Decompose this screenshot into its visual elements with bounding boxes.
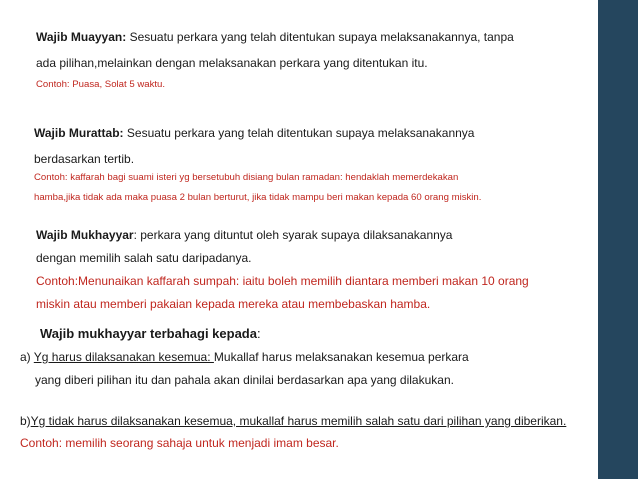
mukhayyar-line-2: dengan memilih salah satu daripadanya. xyxy=(36,251,252,265)
division-heading-text: Wajib mukhayyar terbahagi kepada xyxy=(40,326,257,341)
mukhayyar-definition: : perkara yang dituntut oleh syarak supaya dilaksanakannya xyxy=(133,228,453,242)
murattab-term: Wajib Murattab: xyxy=(34,126,124,140)
item-b-underlined: Yg tidak harus dilaksanakan kesemua, mukallaf harus memilih salah satu dari pilihan yang diberikan. xyxy=(30,414,567,428)
murattab-line-2: berdasarkan tertib. xyxy=(34,152,135,166)
mukhayyar-example-1: Contoh:Menunaikan kaffarah sumpah: iaitu boleh memilih diantara memberi makan 10 orang xyxy=(36,274,529,288)
muayyan-line-2: ada pilihan,melainkan dengan melaksanakan perkara yang ditentukan itu. xyxy=(36,56,428,70)
murattab-definition: Sesuatu perkara yang telah ditentukan supaya melaksanakannya xyxy=(123,126,475,140)
division-heading-colon: : xyxy=(256,326,261,341)
muayyan-term: Wajib Muayyan: xyxy=(36,30,127,44)
item-a-prefix: a) xyxy=(20,350,34,364)
division-heading xyxy=(40,327,261,341)
muayyan-line-1 xyxy=(36,30,514,44)
item-b-prefix: b) xyxy=(20,414,31,428)
division-item-b-example: Contoh: memilih seorang sahaja untuk menjadi imam besar. xyxy=(20,436,339,450)
mukhayyar-example-2: miskin atau memberi pakaian kepada mereka atau membebaskan hamba. xyxy=(36,297,431,311)
murattab-example-2: hamba,jika tidak ada maka puasa 2 bulan berturut, jika tidak mampu beri makan kepada 60 orang miskin. xyxy=(34,192,482,203)
accent-sidebar-bar xyxy=(598,0,638,479)
muayyan-example: Contoh: Puasa, Solat 5 waktu. xyxy=(36,79,166,90)
mukhayyar-term: Wajib Mukhayyar xyxy=(36,228,134,242)
mukhayyar-line-1 xyxy=(36,228,452,242)
murattab-line-1 xyxy=(34,126,474,140)
item-a-text: Mukallaf harus melaksanakan kesemua perkara xyxy=(213,350,469,364)
murattab-example-1: Contoh: kaffarah bagi suami isteri yg bersetubuh disiang bulan ramadan: hendaklah memerdekakan xyxy=(34,172,459,183)
division-item-a xyxy=(20,350,469,364)
item-a-underlined: Yg harus dilaksanakan kesemua: xyxy=(33,350,214,364)
division-item-b xyxy=(20,414,566,428)
division-item-a-line-2: yang diberi pilihan itu dan pahala akan dinilai berdasarkan apa yang dilakukan. xyxy=(35,373,454,387)
muayyan-definition: Sesuatu perkara yang telah ditentukan supaya melaksanakannya, tanpa xyxy=(126,30,514,44)
